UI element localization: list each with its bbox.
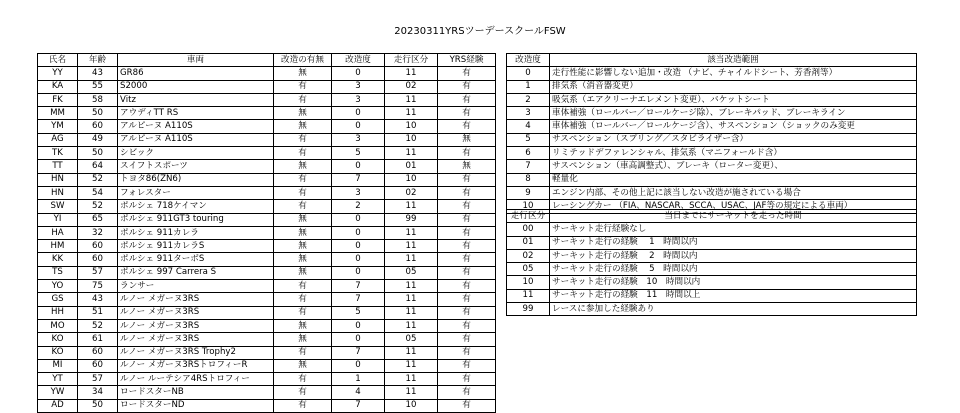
table-cell: 60 xyxy=(78,253,118,266)
table-cell: 5 xyxy=(332,147,385,160)
table-row xyxy=(507,223,917,236)
modification-level-table-header xyxy=(507,54,917,67)
table-cell: ロードスターND xyxy=(118,399,274,412)
table-cell: 11 xyxy=(385,319,438,332)
table-row xyxy=(38,359,496,372)
table-row xyxy=(507,133,917,146)
table-cell: 7 xyxy=(332,293,385,306)
table-cell: 4 xyxy=(332,386,385,399)
table-row xyxy=(38,147,496,160)
table-row xyxy=(38,186,496,199)
table-cell: 11 xyxy=(385,253,438,266)
table-cell: シビック xyxy=(118,147,274,160)
table-cell: 1 xyxy=(507,80,550,93)
table-cell: サーキット走行の経験 5 時間以内 xyxy=(550,263,917,276)
table-cell: 0 xyxy=(332,359,385,372)
table-row xyxy=(507,147,917,160)
table-cell: アルピーヌ A110S xyxy=(118,133,274,146)
table-cell: 11 xyxy=(385,147,438,160)
column-header: 走行区分 xyxy=(385,54,438,67)
table-row xyxy=(38,200,496,213)
table-cell: HA xyxy=(38,226,78,239)
table-row xyxy=(38,373,496,386)
table-cell: 有 xyxy=(438,373,496,386)
table-cell: AD xyxy=(38,399,78,412)
table-cell: 01 xyxy=(507,236,550,249)
table-cell: 無 xyxy=(274,67,332,80)
table-cell: 57 xyxy=(78,266,118,279)
table-cell: 10 xyxy=(385,133,438,146)
table-cell: 軽量化 xyxy=(550,173,917,186)
table-cell: 5 xyxy=(507,133,550,146)
table-cell: 有 xyxy=(438,186,496,199)
table-cell: 11 xyxy=(385,359,438,372)
table-row xyxy=(38,253,496,266)
table-cell: 0 xyxy=(332,333,385,346)
table-cell: S2000 xyxy=(118,80,274,93)
table-cell: 7 xyxy=(332,280,385,293)
table-cell: ルノー メガーヌ3RS Trophy2 xyxy=(118,346,274,359)
table-cell: 有 xyxy=(274,306,332,319)
participant-table-body xyxy=(38,67,496,413)
table-cell: 有 xyxy=(274,293,332,306)
table-cell: 60 xyxy=(78,359,118,372)
table-cell: アウディTT RS xyxy=(118,107,274,120)
table-cell: 0 xyxy=(332,107,385,120)
table-cell: 有 xyxy=(274,346,332,359)
table-cell: 10 xyxy=(385,399,438,412)
table-cell: 無 xyxy=(438,133,496,146)
table-row xyxy=(507,249,917,262)
table-cell: 02 xyxy=(385,80,438,93)
table-cell: 吸気系（エアクリーナエレメント変更）、バケットシート xyxy=(550,93,917,106)
table-cell: 無 xyxy=(274,359,332,372)
table-cell: 無 xyxy=(274,240,332,253)
table-row xyxy=(38,280,496,293)
table-cell: 有 xyxy=(438,147,496,160)
table-cell: 4 xyxy=(507,120,550,133)
table-cell: 0 xyxy=(332,226,385,239)
table-cell: 有 xyxy=(274,80,332,93)
driving-category-table-header xyxy=(507,210,917,223)
table-cell: 有 xyxy=(438,266,496,279)
table-cell: 0 xyxy=(507,67,550,80)
modification-level-table xyxy=(506,53,917,214)
table-cell: 3 xyxy=(332,133,385,146)
table-cell: 7 xyxy=(507,160,550,173)
table-cell: MI xyxy=(38,359,78,372)
table-row xyxy=(38,107,496,120)
table-cell: KK xyxy=(38,253,78,266)
table-row xyxy=(38,333,496,346)
table-cell: 有 xyxy=(438,359,496,372)
table-row xyxy=(507,67,917,80)
table-cell: 99 xyxy=(385,213,438,226)
table-cell: 有 xyxy=(274,280,332,293)
table-row xyxy=(38,120,496,133)
table-row xyxy=(38,293,496,306)
table-row xyxy=(507,93,917,106)
driving-category-table-body xyxy=(507,223,917,316)
table-row xyxy=(507,303,917,316)
table-cell: アルピーヌ A110S xyxy=(118,120,274,133)
table-cell: 10 xyxy=(385,120,438,133)
table-row xyxy=(38,160,496,173)
table-cell: 9 xyxy=(507,186,550,199)
table-cell: 0 xyxy=(332,160,385,173)
table-cell: サーキット走行の経験 11 時間以上 xyxy=(550,289,917,302)
table-cell: HM xyxy=(38,240,78,253)
column-header: 車両 xyxy=(118,54,274,67)
table-cell: 43 xyxy=(78,293,118,306)
table-row xyxy=(507,263,917,276)
table-cell: 02 xyxy=(507,249,550,262)
table-cell: トヨタ86(ZN6) xyxy=(118,173,274,186)
table-cell: 0 xyxy=(332,253,385,266)
table-row xyxy=(507,186,917,199)
table-cell: 8 xyxy=(507,173,550,186)
table-cell: 車体補強（ロールバー／ロールケージ除）、ブレーキパッド、ブレーキライン xyxy=(550,107,917,120)
table-row xyxy=(507,80,917,93)
table-cell: FK xyxy=(38,93,78,106)
table-cell: 3 xyxy=(332,186,385,199)
table-row xyxy=(38,226,496,239)
table-cell: レーシングカー （FIA、NASCAR、SCCA、USAC、JAF等の規定による車両） xyxy=(550,200,917,213)
table-cell: YM xyxy=(38,120,78,133)
table-cell: 64 xyxy=(78,160,118,173)
table-cell: 有 xyxy=(274,200,332,213)
table-cell: 有 xyxy=(274,147,332,160)
table-cell: レースに参加した経験あり xyxy=(550,303,917,316)
table-cell: 57 xyxy=(78,373,118,386)
table-cell: 有 xyxy=(438,240,496,253)
table-cell: TT xyxy=(38,160,78,173)
table-cell: 10 xyxy=(507,276,550,289)
table-cell: 有 xyxy=(274,186,332,199)
table-cell: 50 xyxy=(78,147,118,160)
table-cell: 3 xyxy=(332,93,385,106)
table-cell: 11 xyxy=(385,346,438,359)
table-cell: 7 xyxy=(332,399,385,412)
table-cell: 0 xyxy=(332,67,385,80)
table-cell: ポルシェ 911GT3 touring xyxy=(118,213,274,226)
table-cell: 有 xyxy=(438,93,496,106)
table-row xyxy=(507,276,917,289)
table-cell: 52 xyxy=(78,200,118,213)
table-cell: 55 xyxy=(78,80,118,93)
table-row xyxy=(38,67,496,80)
table-cell: 無 xyxy=(274,266,332,279)
table-row xyxy=(38,346,496,359)
table-cell: 無 xyxy=(274,253,332,266)
table-cell: 75 xyxy=(78,280,118,293)
table-row xyxy=(38,213,496,226)
table-cell: 11 xyxy=(385,67,438,80)
table-row xyxy=(38,319,496,332)
table-cell: 有 xyxy=(274,133,332,146)
table-cell: AG xyxy=(38,133,78,146)
table-cell: 11 xyxy=(385,226,438,239)
table-cell: TK xyxy=(38,147,78,160)
participant-table xyxy=(37,53,496,413)
table-cell: 3 xyxy=(507,107,550,120)
table-cell: 有 xyxy=(438,333,496,346)
modification-level-table-body xyxy=(507,67,917,213)
column-header: 当日までにサーキットを走った時間 xyxy=(550,210,917,223)
table-cell: KA xyxy=(38,80,78,93)
table-cell: 0 xyxy=(332,266,385,279)
table-cell: 無 xyxy=(274,213,332,226)
table-cell: 有 xyxy=(438,399,496,412)
table-cell: 11 xyxy=(507,289,550,302)
table-cell: 無 xyxy=(274,120,332,133)
table-cell: HH xyxy=(38,306,78,319)
table-cell: 有 xyxy=(438,200,496,213)
table-cell: 34 xyxy=(78,386,118,399)
table-cell: 52 xyxy=(78,319,118,332)
table-cell: 01 xyxy=(385,160,438,173)
table-cell: 2 xyxy=(507,93,550,106)
table-cell: 6 xyxy=(507,147,550,160)
table-cell: 11 xyxy=(385,386,438,399)
column-header: 年齢 xyxy=(78,54,118,67)
table-cell: 58 xyxy=(78,93,118,106)
table-cell: 無 xyxy=(274,333,332,346)
table-row xyxy=(38,80,496,93)
table-cell: 61 xyxy=(78,333,118,346)
table-cell: ポルシェ 997 Carrera S xyxy=(118,266,274,279)
table-cell: 49 xyxy=(78,133,118,146)
table-cell: 有 xyxy=(438,346,496,359)
table-cell: YY xyxy=(38,67,78,80)
table-row xyxy=(38,173,496,186)
table-cell: 有 xyxy=(438,306,496,319)
table-cell: 有 xyxy=(438,280,496,293)
table-cell: ルノー メガーヌ3RS xyxy=(118,333,274,346)
table-cell: ランサー xyxy=(118,280,274,293)
table-cell: 54 xyxy=(78,186,118,199)
table-cell: 02 xyxy=(385,186,438,199)
table-cell: ルノー ルーテシア4RSトロフィー xyxy=(118,373,274,386)
table-cell: 99 xyxy=(507,303,550,316)
table-cell: 無 xyxy=(274,319,332,332)
table-cell: 排気系（消音器変更） xyxy=(550,80,917,93)
table-row xyxy=(507,160,917,173)
table-cell: MO xyxy=(38,319,78,332)
table-cell: サーキット走行の経験 2 時間以内 xyxy=(550,249,917,262)
table-cell: 有 xyxy=(438,67,496,80)
table-row xyxy=(507,173,917,186)
table-cell: フォレスター xyxy=(118,186,274,199)
table-cell: 11 xyxy=(385,373,438,386)
table-cell: 有 xyxy=(274,373,332,386)
table-row xyxy=(38,306,496,319)
table-cell: サーキット走行経験なし xyxy=(550,223,917,236)
table-row xyxy=(38,93,496,106)
table-cell: 有 xyxy=(438,293,496,306)
table-cell: スイフトスポーツ xyxy=(118,160,274,173)
table-row xyxy=(507,289,917,302)
table-cell: 2 xyxy=(332,200,385,213)
table-cell: 10 xyxy=(507,200,550,213)
table-cell: 32 xyxy=(78,226,118,239)
column-header: 走行区分 xyxy=(507,210,550,223)
table-cell: ルノー メガーヌ3RS xyxy=(118,319,274,332)
table-cell: サーキット走行の経験 1 時間以内 xyxy=(550,236,917,249)
table-cell: KO xyxy=(38,333,78,346)
table-cell: YI xyxy=(38,213,78,226)
table-cell: 60 xyxy=(78,120,118,133)
table-row xyxy=(507,120,917,133)
table-cell: 0 xyxy=(332,213,385,226)
column-header: 氏名 xyxy=(38,54,78,67)
table-cell: GS xyxy=(38,293,78,306)
column-header: 改造度 xyxy=(507,54,550,67)
table-cell: 0 xyxy=(332,240,385,253)
table-row xyxy=(507,236,917,249)
table-cell: ポルシェ 911カレラS xyxy=(118,240,274,253)
table-cell: YO xyxy=(38,280,78,293)
table-cell: 有 xyxy=(438,80,496,93)
table-cell: 有 xyxy=(438,253,496,266)
table-cell: 1 xyxy=(332,373,385,386)
table-cell: 有 xyxy=(274,173,332,186)
table-cell: エンジン内部、その他上記に該当しない改造が施されている場合 xyxy=(550,186,917,199)
table-cell: HN xyxy=(38,173,78,186)
table-cell: ルノー メガーヌ3RSトロフィーR xyxy=(118,359,274,372)
table-cell: ポルシェ 718ケイマン xyxy=(118,200,274,213)
table-cell: 有 xyxy=(438,213,496,226)
table-cell: 無 xyxy=(274,107,332,120)
table-cell: 無 xyxy=(274,160,332,173)
table-cell: 50 xyxy=(78,399,118,412)
table-cell: 43 xyxy=(78,67,118,80)
table-cell: 無 xyxy=(274,226,332,239)
table-cell: 有 xyxy=(438,173,496,186)
table-cell: 60 xyxy=(78,240,118,253)
table-cell: サーキット走行の経験 10 時間以内 xyxy=(550,276,917,289)
driving-category-table xyxy=(506,209,917,316)
page-title: 20230311YRSツーデースクールFSW xyxy=(394,26,566,37)
table-cell: ポルシェ 911カレラ xyxy=(118,226,274,239)
table-row xyxy=(507,107,917,120)
table-cell: TS xyxy=(38,266,78,279)
table-row xyxy=(38,240,496,253)
table-cell: Vitz xyxy=(118,93,274,106)
column-header: 該当改造範囲 xyxy=(550,54,917,67)
table-cell: 65 xyxy=(78,213,118,226)
table-row xyxy=(38,266,496,279)
table-cell: 11 xyxy=(385,107,438,120)
table-cell: YW xyxy=(38,386,78,399)
table-cell: 3 xyxy=(332,80,385,93)
table-row xyxy=(38,133,496,146)
table-cell: 11 xyxy=(385,280,438,293)
table-cell: 7 xyxy=(332,173,385,186)
table-cell: 有 xyxy=(274,386,332,399)
table-cell: 05 xyxy=(507,263,550,276)
table-row xyxy=(38,386,496,399)
table-cell: 11 xyxy=(385,306,438,319)
table-cell: KO xyxy=(38,346,78,359)
table-cell: 0 xyxy=(332,120,385,133)
table-cell: 有 xyxy=(438,226,496,239)
table-cell: 60 xyxy=(78,346,118,359)
table-cell: 有 xyxy=(438,319,496,332)
table-cell: リミテッドデファレンシャル、排気系（マニフォールド含） xyxy=(550,147,917,160)
table-cell: 00 xyxy=(507,223,550,236)
table-cell: HN xyxy=(38,186,78,199)
table-cell: 51 xyxy=(78,306,118,319)
table-cell: 11 xyxy=(385,293,438,306)
table-cell: ポルシェ 911ターボS xyxy=(118,253,274,266)
table-cell: 7 xyxy=(332,346,385,359)
table-cell: 5 xyxy=(332,306,385,319)
table-cell: 車体補強（ロールバー／ロールケージ含）、サスペンション（ショックのみ変更 xyxy=(550,120,917,133)
table-cell: GR86 xyxy=(118,67,274,80)
table-cell: 走行性能に影響しない追加・改造 （ナビ、チャイルドシート、芳香剤等） xyxy=(550,67,917,80)
table-cell: 50 xyxy=(78,107,118,120)
column-header: YRS経験 xyxy=(438,54,496,67)
table-cell: 有 xyxy=(274,399,332,412)
participant-table-header xyxy=(38,54,496,67)
table-cell: 52 xyxy=(78,173,118,186)
table-cell: 05 xyxy=(385,333,438,346)
column-header: 改造度 xyxy=(332,54,385,67)
table-cell: 有 xyxy=(438,386,496,399)
table-cell: 有 xyxy=(438,120,496,133)
table-cell: SW xyxy=(38,200,78,213)
table-cell: 11 xyxy=(385,240,438,253)
table-cell: 有 xyxy=(274,93,332,106)
column-header: 改造の有無 xyxy=(274,54,332,67)
table-cell: サスペンション（スプリング／スタビライザー含） xyxy=(550,133,917,146)
table-cell: 0 xyxy=(332,319,385,332)
table-cell: ロードスターNB xyxy=(118,386,274,399)
table-cell: YT xyxy=(38,373,78,386)
table-cell: ルノー メガーヌ3RS xyxy=(118,306,274,319)
table-cell: ルノー メガーヌ3RS xyxy=(118,293,274,306)
table-cell: 11 xyxy=(385,200,438,213)
table-cell: 有 xyxy=(438,107,496,120)
table-cell: 05 xyxy=(385,266,438,279)
table-cell: サスペンション（車高調整式）、ブレーキ（ローター変更）、 xyxy=(550,160,917,173)
table-cell: 10 xyxy=(385,173,438,186)
table-cell: 無 xyxy=(438,160,496,173)
table-cell: MM xyxy=(38,107,78,120)
table-cell: 11 xyxy=(385,93,438,106)
